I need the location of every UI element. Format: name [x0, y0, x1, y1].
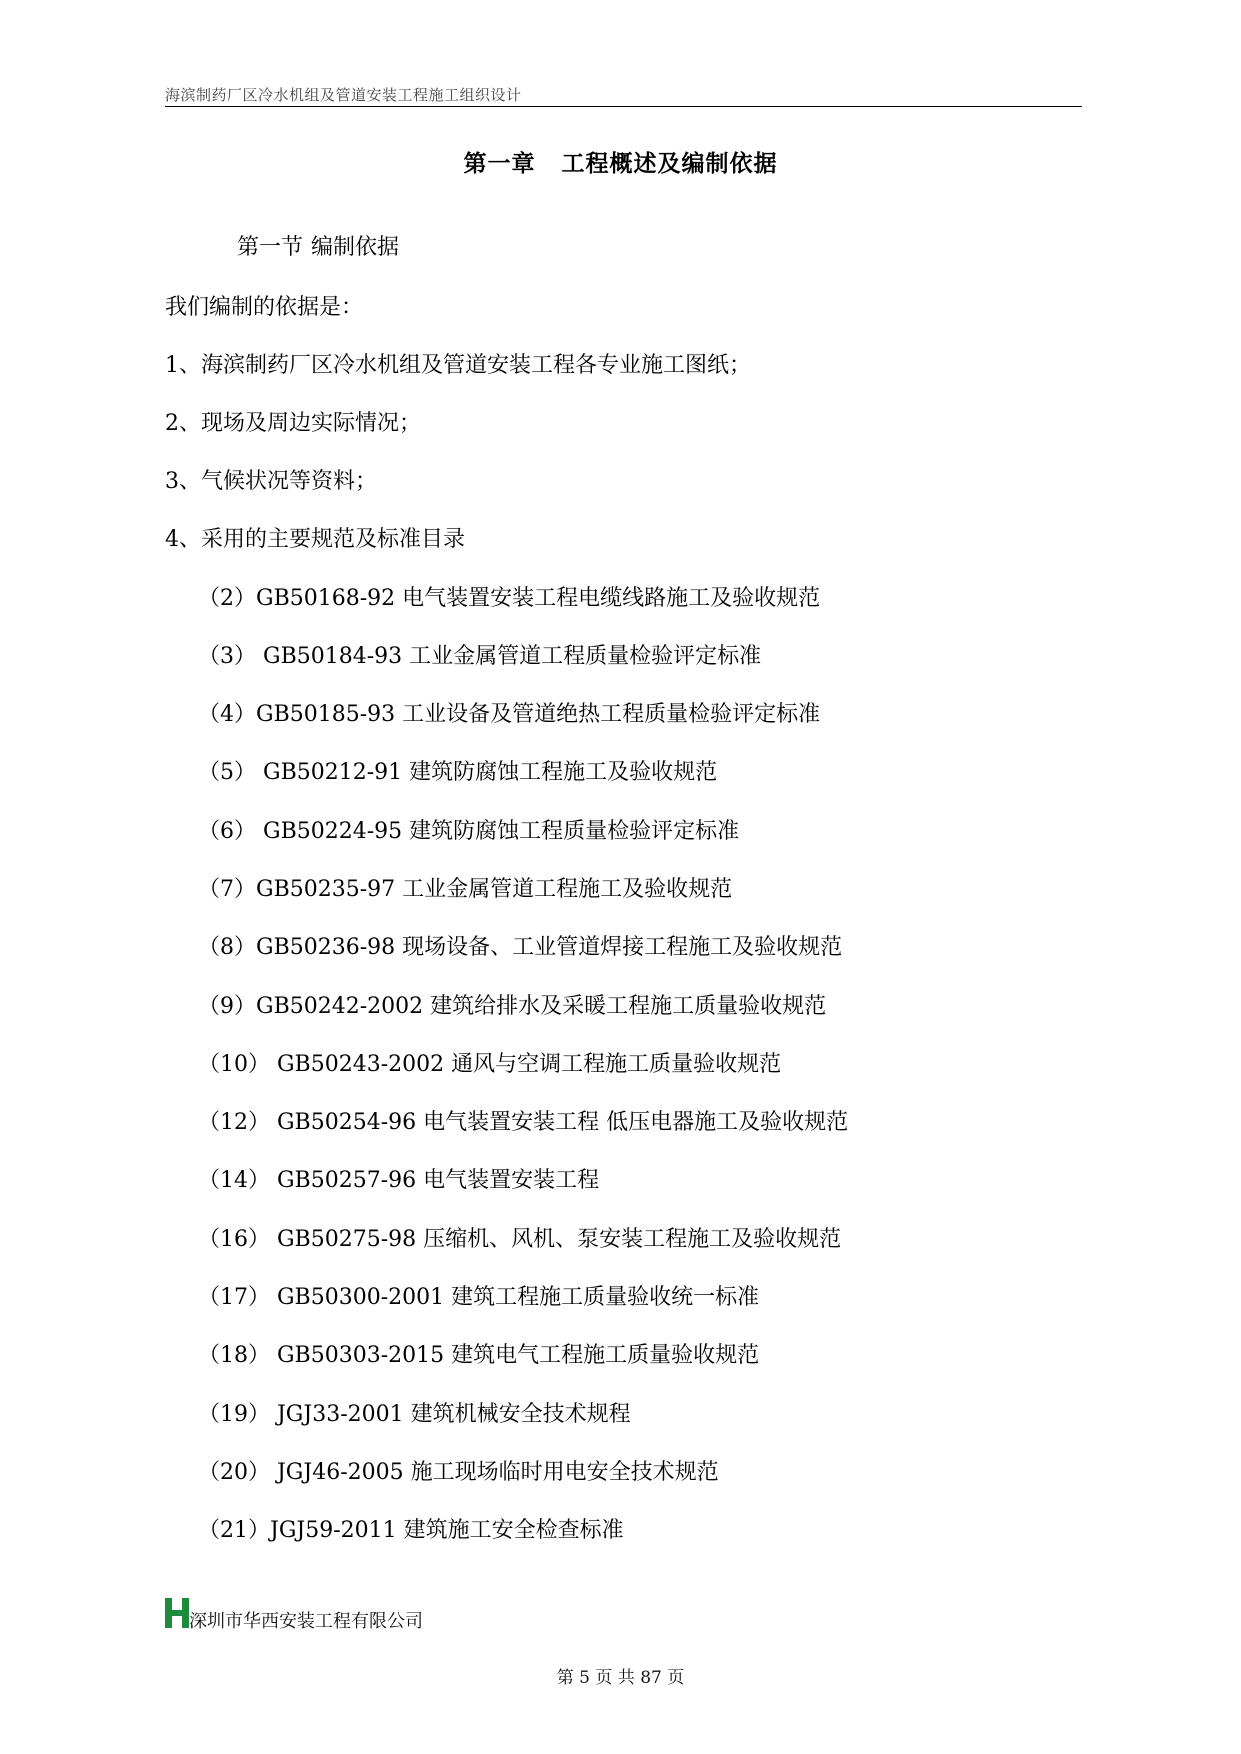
section-heading: 编制依据 [311, 235, 400, 260]
page-number: 第 5 页 共 87 页 [556, 1668, 685, 1688]
running-header: 海滨制药厂区冷水机组及管道安装工程施工组织设计 [165, 86, 522, 104]
basis-item: 4、采用的主要规范及标准目录 [165, 527, 465, 552]
standard-item: （7）GB50235-97 工业金属管道工程施工及验收规范 [198, 877, 733, 902]
standard-item: （18） GB50303-2015 建筑电气工程施工质量验收规范 [198, 1343, 760, 1368]
standard-item: （19） JGJ33-2001 建筑机械安全技术规程 [198, 1402, 631, 1427]
chapter-title [0, 145, 1241, 178]
standard-item: （8）GB50236-98 现场设备、工业管道焊接工程施工及验收规范 [198, 935, 843, 960]
basis-item: 3、气候状况等资料； [165, 469, 377, 494]
basis-item: 1、海滨制药厂区冷水机组及管道安装工程各专业施工图纸； [165, 353, 751, 378]
standard-item: （9）GB50242-2002 建筑给排水及采暖工程施工质量验收规范 [198, 994, 827, 1019]
standard-item: （10） GB50243-2002 通风与空调工程施工质量验收规范 [198, 1052, 782, 1077]
company-logo-icon [165, 1598, 189, 1628]
standard-item: （5） GB50212-91 建筑防腐蚀工程施工及验收规范 [198, 760, 718, 785]
section-number: 第一节 [237, 235, 304, 260]
standard-item: （4）GB50185-93 工业设备及管道绝热工程质量检验评定标准 [198, 702, 821, 727]
standard-item: （12） GB50254-96 电气装置安装工程 低压电器施工及验收规范 [198, 1110, 849, 1135]
section-title [237, 230, 399, 261]
company-name: 深圳市华西安装工程有限公司 [189, 1611, 423, 1632]
standard-item: （16） GB50275-98 压缩机、风机、泵安装工程施工及验收规范 [198, 1227, 842, 1252]
standard-item: （21）JGJ59-2011 建筑施工安全检查标准 [198, 1518, 624, 1543]
intro-text: 我们编制的依据是： [165, 295, 364, 320]
standard-item: （6） GB50224-95 建筑防腐蚀工程质量检验评定标准 [198, 819, 740, 844]
basis-item: 2、现场及周边实际情况； [165, 411, 421, 436]
chapter-number: 第一章 [463, 151, 536, 177]
header-rule [165, 106, 1082, 107]
standard-item: （17） GB50300-2001 建筑工程施工质量验收统一标准 [198, 1285, 760, 1310]
standard-item: （20） JGJ46-2005 施工现场临时用电安全技术规范 [198, 1460, 719, 1485]
standard-item: （14） GB50257-96 电气装置安装工程 [198, 1168, 600, 1193]
chapter-heading: 工程概述及编制依据 [561, 151, 778, 177]
standard-item: （3） GB50184-93 工业金属管道工程质量检验评定标准 [198, 644, 762, 669]
standard-item: （2）GB50168-92 电气装置安装工程电缆线路施工及验收规范 [198, 586, 821, 611]
